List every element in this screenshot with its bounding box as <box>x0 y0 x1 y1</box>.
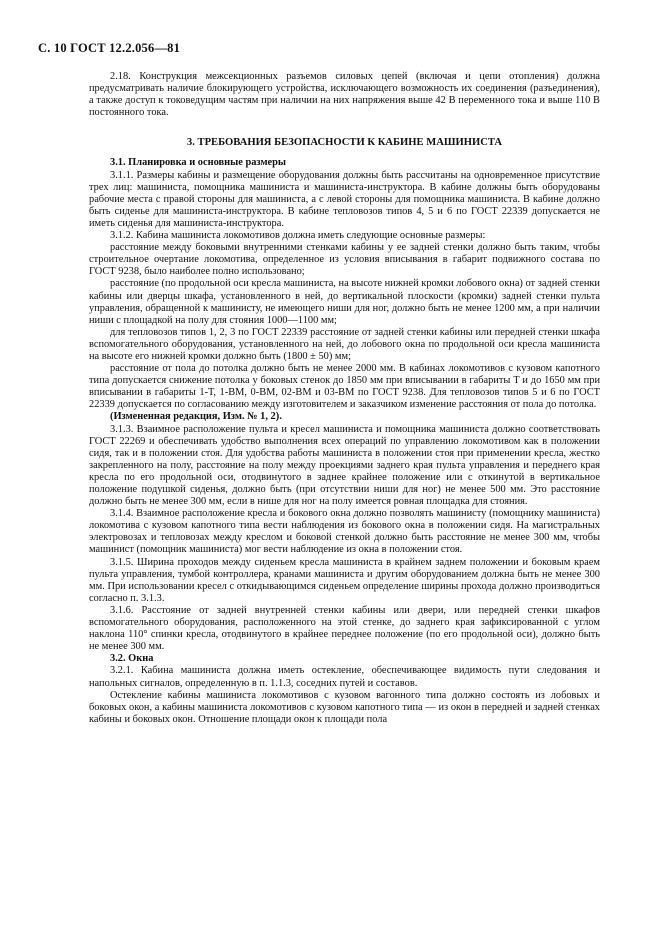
paragraph-3-1-1: 3.1.1. Размеры кабины и размещение оборудования должны быть рассчитаны на одновременное присутствие трех лиц: машиниста, помощника машиниста и машиниста-инструктора. В кабине должны быть оборудованы рабочие места с правой стороны для машиниста, а с левой стороны для помощника машиниста. В кабине должно быть сиденье для машиниста-инструктора. В кабине тепловозов типов 4, 5 и 6 по ГОСТ 22339 допускается не иметь сиденья для машиниста-инструктора. <box>89 169 600 229</box>
paragraph-3-1-2-b: расстояние (по продольной оси кресла машиниста, на высоте нижней кромки лобового окна) от задней стенки кабины или дверцы шкафа, установленного в ней, до вертикальной плоскости (кромки) задней стенки пульта управления, обращенной к машинисту, не имеющего ниши для ног, должно быть не менее 1200 мм, а при наличии ниши с площадкой на полу для стояния 1000—1100 мм; <box>89 278 600 326</box>
paragraph-3-2-1-b: Остекление кабины машиниста локомотивов с кузовом вагонного типа должно состоять из лобовых и боковых окон, а кабины машиниста локомотивов с кузовом капотного типа — из окон в передней и задней стенках кабины и боковых окон. Отношение площади окон к площади пола <box>89 689 600 725</box>
paragraph-3-1-4: 3.1.4. Взаимное расположение кресла и бокового окна должно позволять машинисту (помощнику машиниста) локомотива с кузовом капотного типа вести наблюдения из бокового окна в положении сидя. На магистральных электровозах и тепловозах между креслом и боковой стенкой должно быть расстояние не менее 300 мм, чтобы машинист (помощник машиниста) мог вести наблюдение из окна в положении стоя. <box>89 508 600 556</box>
subsection-heading-3-1: 3.1. Планировка и основные размеры <box>110 157 287 169</box>
subsection-heading-3-2: 3.2. Окна <box>110 653 154 665</box>
page-header: С. 10 ГОСТ 12.2.056—81 <box>38 41 181 55</box>
section-title: 3. ТРЕБОВАНИЯ БЕЗОПАСНОСТИ К КАБИНЕ МАШИНИСТА <box>186 137 503 149</box>
amendment-note: (Измененная редакция, Изм. № 1, 2). <box>110 411 282 423</box>
paragraph-3-1-2: 3.1.2. Кабина машиниста локомотивов должна иметь следующие основные размеры: <box>110 230 486 242</box>
paragraph-3-1-5: 3.1.5. Ширина проходов между сиденьем кресла машиниста в крайнем заднем положении и боковым краем пульта управления, тумбой контроллера, кранами машиниста и другим оборудованием должна быть не менее 300 мм. При использовании кресел с откидывающимся сиденьем определение ширины прохода должно производиться согласно п. 3.1.3. <box>89 556 600 604</box>
paragraph-3-1-6: 3.1.6. Расстояние от задней внутренней стенки кабины или двери, или передней стенки шкафов вспомогательного оборудования, расположенного на этой стенке, до заднего края зафиксированной с углом наклона 110° спинки кресла, отодвинутого в крайнее переднее положение (по его продольной оси), должно быть не менее 300 мм. <box>89 604 600 653</box>
paragraph-3-1-2-d: расстояние от пола до потолка должно быть не менее 2000 мм. В кабинах локомотивов с кузовом капотного типа допускается снижение потолка у боковых стенок до 1850 мм при вписывании в габариты Т и до 1650 мм при вписывании в габариты 1-Т, 1-ВМ, 0-ВМ, 02-ВМ и 03-ВМ по ГОСТ 9238. Для тепловозов типов 5 и 6 по ГОСТ 22339 допускается по согласованию между изготовителем и заказчиком изменение расстояния от пола до потолка. <box>89 363 600 411</box>
paragraph-3-1-3: 3.1.3. Взаимное расположение пульта и кресел машиниста и помощника машиниста должно соответствовать ГОСТ 22269 и обеспечивать удобство выполнения всех операций по управлению локомотивом как в положении сидя, так и в положении стоя. Для удобства работы машиниста в положении стоя при применении кресла, жестко закрепленного на полу, расстояние на полу между проекциями заднего края пульта управления и переднего края кресла по его продольной оси, отодвинутого в заднее крайнее положение или с откинутой в вертикальное положение подушкой сиденья, должно быть (при отсутствии ниши для ног) не менее 500 мм. Это расстояние должно быть не менее 300 мм, если в нише для ног на полу имеется ровная площадка для стояния. <box>89 423 600 508</box>
paragraph-3-1-2-a: расстояние между боковыми внутренними стенками кабины у ее задней стенки должно быть таким, чтобы строительное очертание локомотива, определенное из условия вписывания в габарит подвижного состава по ГОСТ 9238, было наиболее полно использовано; <box>89 242 600 278</box>
paragraph-3-2-1: 3.2.1. Кабина машиниста должна иметь остекление, обеспечивающее видимость пути следования и напольных сигналов, определенную в п. 1.1.3, соседних путей и составов. <box>89 665 600 689</box>
document-body <box>89 71 600 726</box>
paragraph-2-18: 2.18. Конструкция межсекционных разъемов силовых цепей (включая и цепи отопления) должна предусматривать наличие блокирующего устройства, исключающего возможность их соединения (разъединения), а также доступ к токоведущим частям при наличии на них напряжения выше 42 В переменного тока и выше 110 В постоянного тока. <box>89 71 600 119</box>
paragraph-3-1-2-c: для тепловозов типов 1, 2, 3 по ГОСТ 22339 расстояние от задней стенки кабины или передней стенки шкафа вспомогательного оборудования, установленного на ней, до лобового окна по продольной оси кресла машиниста на высоте его нижней кромки должно быть (1800 ± 50) мм; <box>89 326 600 362</box>
